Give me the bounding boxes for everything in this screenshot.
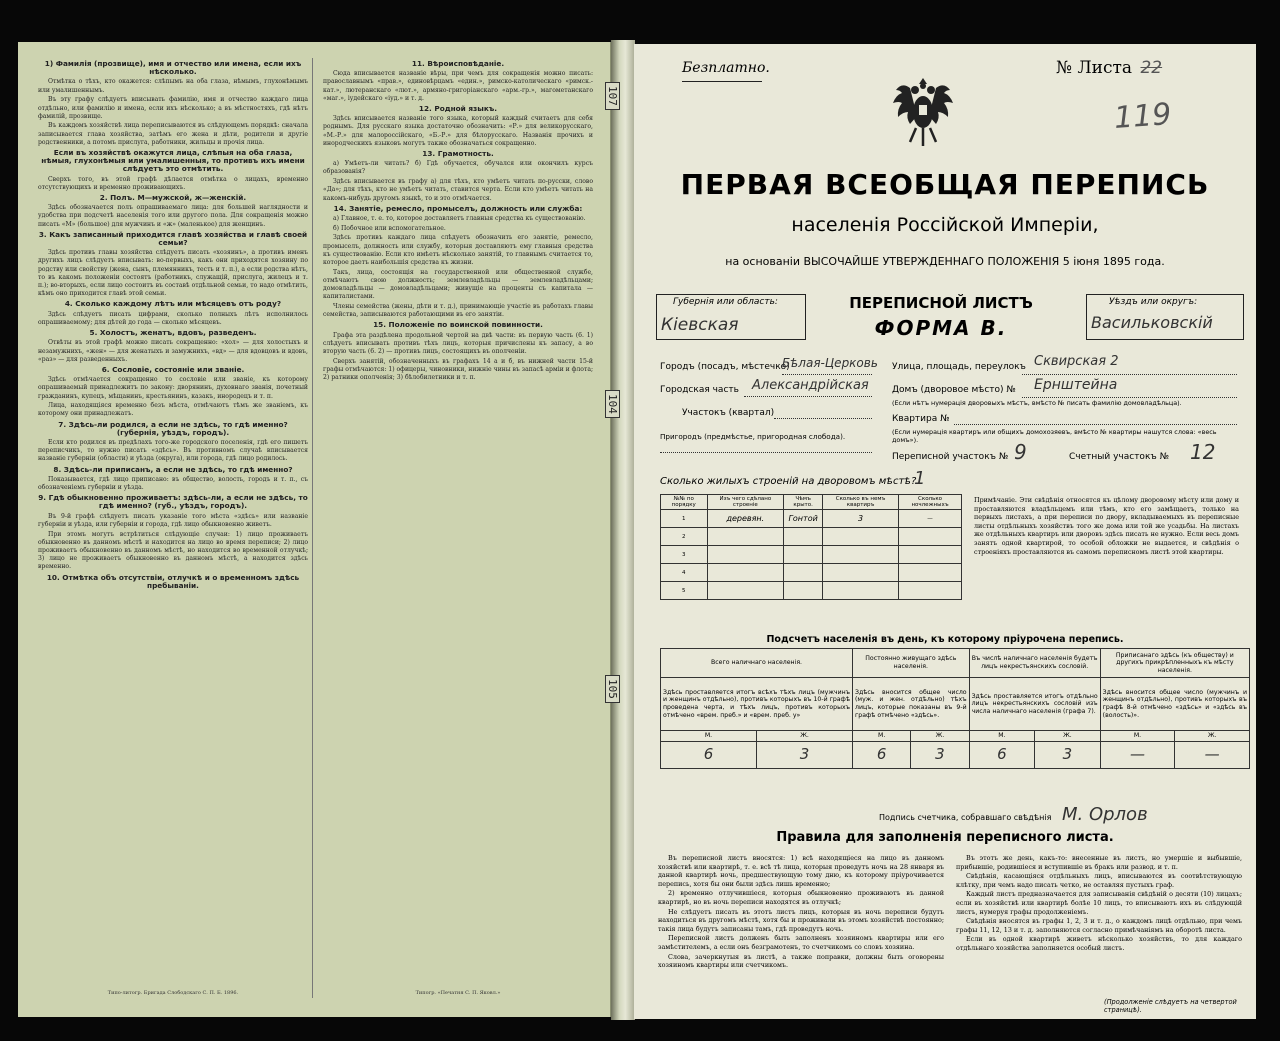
archive-page-number: 119 <box>1112 97 1173 136</box>
section-heading: 1) Фамилія (прозвище), имя и отчество или имена, если ихъ нѣсколько. <box>44 59 302 77</box>
table-cell <box>784 528 823 546</box>
part-label: Городская часть <box>660 385 739 395</box>
column-description: Здѣсь вносится общее число (мужчинъ и женщинъ отдѣльно), противъ которыхъ въ графѣ 8-й отмѣчено «здѣсь» и «здѣсь въ (волость)». <box>1100 678 1249 731</box>
table-cell: 3 <box>823 510 899 528</box>
underline <box>1022 397 1237 398</box>
sex-label: Ж. <box>911 731 969 742</box>
sex-label: М. <box>661 731 757 742</box>
page-subtitle: населенія Россійской Имперіи, <box>791 214 1099 236</box>
printer-imprint: Типогр. «Печатня С. П. Яковл.» <box>415 989 501 996</box>
column-header: Сколько въ немъ квартиръ <box>823 495 899 510</box>
section-heading: 13. Грамотность. <box>422 149 494 159</box>
paragraph: Члены семейства (жены, дѣти и т. д.), принимающіе участіе въ работахъ главы семейства, записываются работающими въ его занятіи. <box>323 302 593 319</box>
left-page <box>18 42 611 1017</box>
rule-paragraph: 2) временно отлучившіеся, которыя обыкновенно проживаютъ въ данной квартирѣ, но въ ночь переписи находятся въ отлучкѣ; <box>658 889 944 906</box>
uezd-label: Уѣздъ или округъ: <box>1109 297 1198 307</box>
column-header: Чѣмъ крыто. <box>784 495 823 510</box>
book-spine <box>611 40 635 1020</box>
section-heading: 14. Занятіе, ремесло, промыселъ, должность или служба: <box>333 203 583 213</box>
form-name: ФОРМА В. <box>874 316 1008 340</box>
table-row <box>661 546 962 564</box>
archive-mark: 107 <box>605 82 620 110</box>
column-header: Въ числѣ наличнаго населенія будетъ лицъ некрестьянскихъ сословій. <box>969 649 1100 678</box>
sheet-number <box>1056 58 1162 78</box>
table-cell: — <box>899 510 962 528</box>
section-heading: 8. Здѣсь-ли приписанъ, а если не здѣсь, то гдѣ именно? <box>53 464 293 474</box>
table-cell <box>823 528 899 546</box>
paragraph: Если кто родился въ предѣлахъ того-же городского поселенія, гдѣ его пишетъ переписчикъ, то нужно писать «здѣсь». Въ противномъ случаѣ вписывается названіе губерніи (области) и уѣзда (округа), или города, гдѣ лицо родилось. <box>38 439 308 463</box>
table-cell: 2 <box>661 528 708 546</box>
table-row <box>661 731 1250 742</box>
paragraph: Графа эта раздѣлена продольной чертой на двѣ части: въ первую часть (6. 1) слѣдуетъ вписывать противъ тѣхъ лицъ, которыя причислены къ запасу, а во вторую часть (6. 2) — противъ лицъ, состоящихъ въ ополченіи. <box>323 331 593 355</box>
sex-label: М. <box>1100 731 1175 742</box>
count-cell: 6 <box>661 741 757 768</box>
count-cell: 3 <box>911 741 969 768</box>
free-label: Безплатно. <box>682 60 770 76</box>
count-cell: 3 <box>757 741 853 768</box>
uezd-value: Васильковскій <box>1091 313 1213 332</box>
house-note: (Если нѣтъ нумерація дворовыхъ мѣстъ, вмѣсто № писать фамилію домовладѣльца). <box>892 399 1182 407</box>
counter-district-label: Счетный участокъ № <box>1069 452 1169 462</box>
table-cell <box>899 564 962 582</box>
underline <box>774 418 872 419</box>
rules-left-column <box>658 854 944 971</box>
counter-district-value: 12 <box>1190 440 1216 464</box>
table-cell <box>707 564 784 582</box>
rule-paragraph: Слова, зачеркнутыя въ листѣ, а также поправки, должны быть оговорены хозяиномъ квартиры или счетчикомъ. <box>658 952 944 970</box>
count-cell: 6 <box>853 741 911 768</box>
section-heading: 2. Полъ. М—мужской, ж—женскій. <box>99 193 247 203</box>
column-header: Сколько ночлежныхъ <box>899 495 962 510</box>
sex-label: Ж. <box>1175 731 1250 742</box>
left-column-2 <box>323 58 593 1003</box>
form-title: ПЕРЕПИСНОЙ ЛИСТЪ <box>849 294 1033 312</box>
paragraph: Сюда вписывается названіе вѣры, при чемъ для сокращенія можно писать: православнымъ «прав.», единовѣрцамъ «един.», римско-католическаго «римск.-кат.», лютеранскаго «лют.», армяно-григоріанскаго «арм.-гр.», магометанскаго «маг.», іудейскаго «іуд.» и т. д. <box>323 70 593 102</box>
uezd-box <box>1086 294 1244 340</box>
census-district-value: 9 <box>1014 440 1027 464</box>
table-cell <box>899 546 962 564</box>
sheet-number-label: № Листа <box>1056 58 1133 78</box>
section-heading: 3. Какъ записанный приходится главѣ хозяйства и главѣ своей семьи? <box>38 229 308 248</box>
double-headed-eagle-emblem <box>888 72 958 152</box>
rules-right-column <box>956 854 1242 954</box>
paragraph: Здѣсь слѣдуетъ писать цифрами, сколько полныхъ лѣтъ исполнилось опрашиваемому; для дѣтей до года — сколько мѣсяцевъ. <box>38 310 308 326</box>
column-description: Здѣсь проставляется итогъ отдѣльно лицъ некрестьянскихъ сословій изъ числа наличнаго населенія (графа 7). <box>969 678 1100 731</box>
section-heading: 15. Положеніе по воинской повинности. <box>373 320 543 330</box>
paragraph: Въ 9-й графѣ слѣдуетъ писать указаніе того мѣста «здѣсь» или названіе губерніи и уѣзда, или губерніи и города, гдѣ лицо обыкновенно живетъ. <box>38 512 308 528</box>
table-row <box>661 510 962 528</box>
table-cell: 5 <box>661 582 708 600</box>
structures-note: Примѣчаніе. Эти свѣдѣнія относятся къ цѣлому дворовому мѣсту или дому и проставляются владѣльцемъ или тѣмъ, кто его замѣщаетъ, только на первыхъ листахъ, а при переписи по двору, вкладываемыхъ въ переписные листы отдѣльныхъ хозяйствъ того же дома или той же усадьбы. На листахъ же отдѣльныхъ квартиръ или дворовъ здѣсь писать не нужно. Если весь домъ занятъ одной квартирой, то особой обложки не выдается, и свѣдѣнія о строеніяхъ проставляются въ самомъ переписномъ листѣ этой квартиры. <box>974 496 1239 556</box>
street-value: Сквирская 2 <box>1034 354 1119 369</box>
table-cell <box>823 582 899 600</box>
suburb-label: Пригородъ (предмѣстье, пригородная слобода). <box>660 432 846 441</box>
population-table <box>660 648 1250 769</box>
underline <box>1022 374 1237 375</box>
buildings-value: 1 <box>914 468 926 489</box>
rule-paragraph: Каждый листъ предназначается для записыванія свѣдѣній о десяти (10) лицахъ; если въ хозяйствѣ или квартирѣ болѣе 10 лицъ, то вписываютъ ихъ въ слѣдующій листъ, нумеруя графы продолженіемъ. <box>956 890 1242 916</box>
table-row <box>661 678 1250 731</box>
form-header <box>656 294 1246 352</box>
rules-title: Правила для заполненія переписного листа. <box>776 830 1114 845</box>
count-cell: 3 <box>1035 741 1101 768</box>
house-label: Домъ (дворовое мѣсто) № <box>892 385 1016 395</box>
city-label: Городъ (посадъ, мѣстечко) <box>660 362 790 372</box>
column-header: №№ по порядку <box>661 495 708 510</box>
rules-footer: (Продолженіе слѣдуетъ на четвертой страницѣ). <box>1104 998 1237 1014</box>
table-row <box>661 528 962 546</box>
table-row <box>661 741 1250 768</box>
rule-paragraph: Не слѣдуетъ писать въ этотъ листъ лицъ, которыя въ ночь переписи будутъ находиться въ другомъ мѣстѣ, хотя бы и проживали въ этомъ хозяйствѣ постоянно; такія лица будутъ записаны тамъ, гдѣ проведутъ ночь. <box>658 907 944 933</box>
house-value: Ернштейна <box>1034 377 1118 393</box>
paragraph: а) Главное, т. е. то, которое доставляетъ главныя средства къ существованію. <box>333 214 586 222</box>
rule-paragraph: Въ переписной листъ вносятся: 1) всѣ находящіеся на лицо въ данномъ хозяйствѣ или квартирѣ, т. е. всѣ тѣ лица, которыя проведутъ ночь на 28 января въ данной квартирѣ ночь, предшествующую тому дню, къ которому пріурочивается перепись, хотя бы они были здѣсь лишь временно; <box>658 854 944 888</box>
printer-imprint: Типо-литогр. Бригада Слободскаго С. П. Б. 1896. <box>107 989 239 996</box>
paragraph: Сверхъ того, въ этой графѣ дѣлается отмѣтка о лицахъ, временно отсутствующихъ и временно проживающихъ. <box>38 175 308 191</box>
paragraph: а) Умѣетъ-ли читать? б) Гдѣ обучается, обучался или окончилъ курсъ образованія? <box>323 160 593 176</box>
underline <box>682 81 762 82</box>
apt-note: (Если нумерація квартиръ или общихъ домохозяевъ, вмѣсто № квартиры нашутся слова: «весь домъ»). <box>892 428 1217 444</box>
right-page <box>634 44 1256 1019</box>
underline <box>782 374 872 375</box>
paragraph: Въ каждомъ хозяйствѣ лица переписываются въ слѣдующемъ порядкѣ: сначала записывается глава хозяйства, затѣмъ его жена и дѣти, родители и другіе родственники, а потомъ прислуга, работники, жильцы и прочія лица. <box>38 122 308 146</box>
underline <box>744 396 872 397</box>
section-heading: 12. Родной языкъ. <box>418 104 498 114</box>
apt-label: Квартира № <box>892 414 950 424</box>
column-header: Приписанаго здѣсь (къ обществу) и другихъ прикрѣпленныхъ къ мѣсту населенія. <box>1100 649 1249 678</box>
table-cell: деревян. <box>707 510 784 528</box>
table-cell <box>784 582 823 600</box>
gubernia-label: Губернія или область: <box>673 297 778 307</box>
archive-mark: 105 <box>605 675 620 703</box>
left-column-1 <box>38 58 308 1003</box>
paragraph: Показывается, гдѣ лицо приписано: въ общество, волость, городъ и т. п., съ обозначеніемъ губерніи и уѣзда. <box>38 475 308 492</box>
signature-value: М. Орлов <box>1061 804 1148 825</box>
rule-paragraph: Въ этотъ же день, какъ-то: внесенные въ листъ, но умершіе и выбывшіе, прибывшіе, родившіеся и вступившіе въ бракъ или развод. и т. п. <box>956 854 1242 871</box>
paragraph: Здѣсь вписывается въ графу а) для тѣхъ, кто умѣетъ читать по-русски, слово «Да»; для тѣхъ, кто не умѣетъ читать, ставится черта. Если кто умѣетъ читать на какомъ-нибудь другомъ языкѣ, то и это отмѣчается. <box>323 178 593 202</box>
table-cell: 1 <box>661 510 708 528</box>
count-cell: — <box>1175 741 1250 768</box>
part-value: Александрійская <box>752 378 869 393</box>
table-cell <box>707 528 784 546</box>
paragraph: Здѣсь отмѣчается сокращенно то сословіе или званіе, къ которому опрашиваемый принадлежитъ по закону: дворянинъ, духовнаго званія, почетный гражданинъ, купецъ, мѣщанинъ, крестьянинъ, казакъ, инородецъ и т. п. <box>38 376 308 400</box>
paragraph: Въ эту графу слѣдуетъ вписывать фамилію, имя и отчество каждаго лица отдѣльно, или фамилію и имена, если ихъ нѣсколько; а въ мѣстностяхъ, гдѣ нѣтъ фамилій, прозвище. <box>38 96 308 120</box>
section-heading: 10. Отмѣтка объ отсутствіи, отлучкѣ и о временномъ здѣсь пребываніи. <box>46 572 300 590</box>
table-cell: 3 <box>661 546 708 564</box>
column-divider <box>312 58 313 998</box>
table-cell <box>707 546 784 564</box>
paragraph: Здѣсь противъ главы хозяйства слѣдуетъ писать «хозяинъ», а противъ именъ другихъ лицъ слѣдуетъ вписывать: во-первыхъ, какъ они приходятся хозяину по родству или свойству (жена, сынъ, племянникъ, тесть и т. п.), а если родства нѣтъ, то въ какомъ положеніи состоятъ (работникъ, служащій, прислуга, жилецъ и т. п.); во-вторыхъ, если лицо состоитъ въ составѣ отдѣльной семьи, то надо отмѣтить, кѣмъ оно приходится главѣ этой семьи. <box>38 249 308 298</box>
gubernia-value: Кіевская <box>661 315 739 335</box>
table-row <box>661 564 962 582</box>
sheet-number-value: 22 <box>1140 58 1163 78</box>
page-title: ПЕРВАЯ ВСЕОБЩАЯ ПЕРЕПИСЬ <box>680 168 1210 201</box>
sex-label: Ж. <box>1035 731 1101 742</box>
table-cell <box>784 546 823 564</box>
section-heading: 6. Сословіе, состояніе или званіе. <box>101 364 245 374</box>
gubernia-box <box>656 294 806 340</box>
sex-label: М. <box>853 731 911 742</box>
table-cell <box>899 582 962 600</box>
section-heading: 9. Гдѣ обыкновенно проживаетъ: здѣсь-ли, а если не здѣсь, то гдѣ именно? (губ., уѣздъ, городъ). <box>38 493 308 511</box>
city-value: Бѣлая-Церковь <box>782 356 878 370</box>
paragraph: б) Побочное или вспомогательное. <box>333 224 446 232</box>
legal-basis: на основаніи ВЫСОЧАЙШЕ УТВЕРЖДЕННАГО ПОЛОЖЕНІЯ 5 іюня 1895 года. <box>725 255 1165 268</box>
table-cell <box>784 564 823 582</box>
street-label: Улица, площадь, переулокъ <box>892 362 1026 372</box>
table-row <box>661 582 962 600</box>
paragraph: Сверхъ занятій, обозначенныхъ въ графахъ 14 а и б, въ нижней части 15-й графы отмѣчаются: 1) офицеры, чиновники, нижніе чины въ запасѣ арміи и флота; 2) ратники ополченія; 3) бѣлобилетники и т. п. <box>323 357 593 382</box>
rule-paragraph: Если въ одной квартирѣ живетъ нѣсколько хозяйствъ, то для каждаго отдѣльнаго хозяйства заполняется особый листъ. <box>956 935 1242 952</box>
paragraph: Здѣсь противъ каждаго лица слѣдуетъ обозначить его занятіе, ремесло, промыселъ, должность или службу, которыя доставляютъ ему главныя средства къ существованію. Если кто имѣетъ нѣсколько занятій, то главнымъ считается то, которое даетъ наибольшія средства къ жизни. <box>323 234 593 266</box>
table-cell: Гонтой <box>784 510 823 528</box>
signature-line <box>879 804 1148 825</box>
population-heading: Подсчетъ населенія въ день, къ которому пріурочена перепись. <box>766 634 1124 645</box>
paragraph: При этомъ могутъ встрѣтиться слѣдующіе случаи: 1) лицо проживаетъ обыкновенно въ данномъ мѣстѣ и находится на лицо во время переписи; 2) лицо проживаетъ обыкновенно въ данномъ мѣстѣ, но находится во временной отлучкѣ; 3) лицо не проживаетъ обыкновенно въ данномъ мѣстѣ, а находится здѣсь временно. <box>38 530 308 571</box>
column-description: Здѣсь проставляется итогъ всѣхъ тѣхъ лицъ (мужчинъ и женщинъ отдѣльно), противъ которыхъ въ 10-й графѣ проведена черта, и тѣхъ лицъ, противъ которыхъ отмѣчено «врем. преб.» и «врем. преб. у» <box>661 678 853 731</box>
table-cell <box>707 582 784 600</box>
section-heading: 4. Сколько каждому лѣтъ или мѣсяцевъ отъ роду? <box>64 299 282 309</box>
count-cell: 6 <box>969 741 1035 768</box>
district-label: Участокъ (квартал) <box>682 408 775 418</box>
paragraph: Отвѣты въ этой графѣ можно писать сокращенно: «хол» — для холостыхъ и незамужнихъ, «жен» — для женатыхъ и замужнихъ, «вд» — для вдовцовъ и вдовъ, «раз» — для разведенныхъ. <box>38 339 308 363</box>
sex-label: Ж. <box>757 731 853 742</box>
paragraph: Здѣсь обозначается полъ опрашиваемаго лица: для большей наглядности и удобства при подсчетѣ населенія того или другого пола. Для сокращенія можно писать «М» (большое) для мужчинъ и «ж» (маленькое) для женщинъ. <box>38 204 308 228</box>
paragraph: Такъ, лица, состоящія на государственной или общественной службе, отмѣчаютъ свою должность; землевладѣльцы — землевладѣльцами; домовладѣльцы — домовладѣльцами; живущіе на проценты съ капитала — капиталистами. <box>323 268 593 301</box>
table-cell <box>823 564 899 582</box>
underline <box>954 424 1237 425</box>
section-heading: 11. Вѣроисповѣданіе. <box>411 59 505 68</box>
buildings-label: Сколько жилыхъ строеній на дворовомъ мѣстѣ? <box>660 476 917 487</box>
table-cell: 4 <box>661 564 708 582</box>
section-heading: 7. Здѣсь-ли родился, а если не здѣсь, то гдѣ именно? (губернія, уѣздъ, городъ). <box>58 419 288 437</box>
structures-table <box>660 494 962 600</box>
table-cell <box>899 528 962 546</box>
column-header: Изъ чего сдѣлано строеніе <box>707 495 784 510</box>
count-cell: — <box>1100 741 1175 768</box>
paragraph: Лица, находящіяся временно безъ мѣста, отмѣчаютъ тѣмъ же званіемъ, къ которому они принадлежатъ. <box>38 402 308 418</box>
signature-label: Подпись счетчика, собравшаго свѣдѣнія <box>879 813 1052 822</box>
column-description: Здѣсь вносится общее число (муж. и жен. отдѣльно) тѣхъ лицъ, которые показаны въ 9-й графѣ отмѣчено «здѣсь». <box>853 678 970 731</box>
table-cell <box>823 546 899 564</box>
rule-paragraph: Переписной листъ долженъ быть заполненъ хозяиномъ квартиры или его замѣстителемъ, а если онъ безграмотенъ, то счетчикомъ со словъ хозяина. <box>658 934 944 951</box>
archive-mark: 104 <box>605 390 620 418</box>
rule-paragraph: Свѣдѣнія вносятся въ графы 1, 2, 3 и т. д., о каждомъ лицѣ отдѣльно, при чемъ графы 11, 12, 13 и т. д. заполняются согласно примѣчаніямъ на оборотѣ листа. <box>956 917 1242 934</box>
column-header: Всего наличнаго населенія. <box>661 649 853 678</box>
column-header: Постоянно живущаго здѣсь населенія. <box>853 649 970 678</box>
paragraph: Здѣсь вписывается названіе того языка, который каждый считаетъ для себя роднымъ. Для русскаго языка достаточно обозначить: «Р.» для великорусскаго, «М.-Р.» для малороссійскаго, «Б.-Р.» для бѣлорусскаго. Названія прочихъ и инородческихъ языковъ могутъ также обозначаться сокращенно. <box>323 115 593 147</box>
section-heading: Если въ хозяйствѣ окажутся лица, слѣпыя на оба глаза, нѣмыя, глухонѣмыя или умалишенныя, то противъ ихъ имени слѣдуетъ это отмѣтить. <box>41 148 305 174</box>
census-district-label: Переписной участокъ № <box>892 452 1009 462</box>
rule-paragraph: Свѣдѣнія, касающіяся отдѣльныхъ лицъ, вписываются въ соотвѣтствующую клѣтку, при чемъ надо писать четко, не оставляя пустыхъ граф. <box>956 872 1242 889</box>
table-header-row <box>661 495 962 510</box>
sex-label: М. <box>969 731 1035 742</box>
underline <box>660 452 872 453</box>
table-header-row <box>661 649 1250 678</box>
section-heading: 5. Холостъ, женатъ, вдовъ, разведенъ. <box>89 328 257 338</box>
paragraph: Отмѣтка о тѣхъ, кто окажется: слѣпымъ на оба глаза, нѣмымъ, глухонѣмымъ или умалишеннымъ. <box>38 78 308 94</box>
